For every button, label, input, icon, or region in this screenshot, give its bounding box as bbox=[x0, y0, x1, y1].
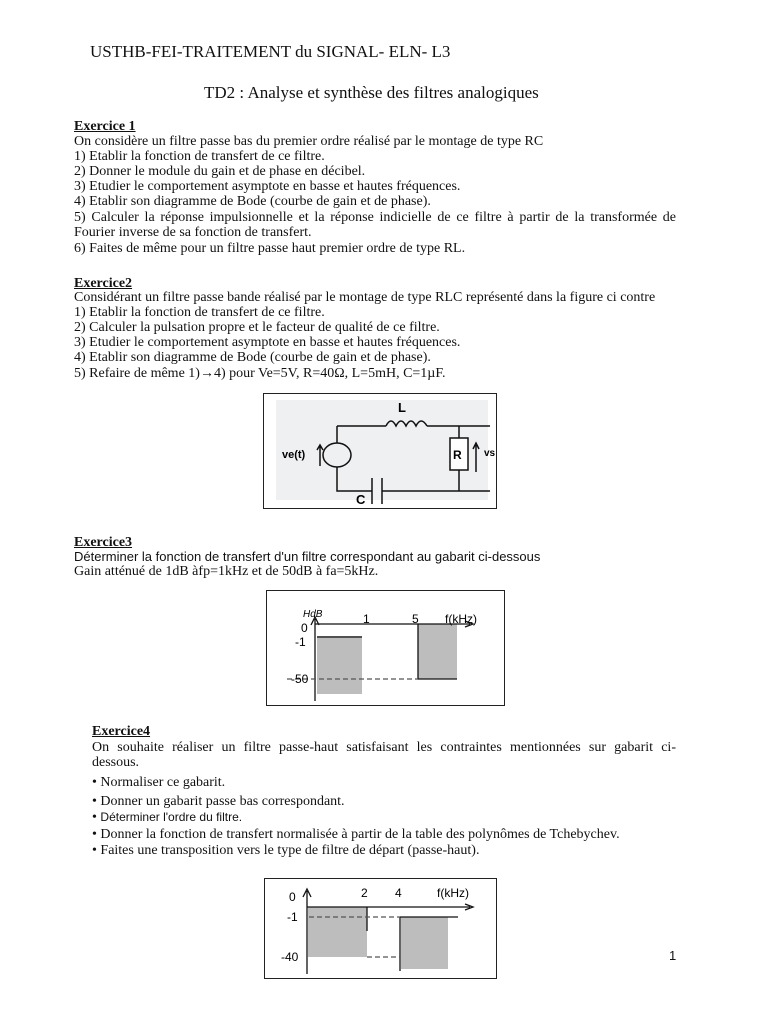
ex3-line: Gain atténué de 1dB àfp=1kHz et de 50dB à fa=5kHz. bbox=[74, 564, 379, 579]
page-number: 1 bbox=[669, 948, 677, 963]
resistor-label: R bbox=[453, 448, 462, 462]
y-tick: -50 bbox=[291, 672, 309, 686]
ex4-bullet: • Déterminer l'ordre du filtre. bbox=[92, 810, 243, 825]
ex1-line: 5) Calculer la réponse impulsionnelle et la réponse indicielle de ce filtre à partir de la transformée de bbox=[74, 210, 676, 225]
ex3-heading: Exercice3 bbox=[74, 535, 133, 550]
output-voltage-label: vs bbox=[484, 448, 496, 459]
y-tick: -1 bbox=[287, 910, 298, 924]
capacitor-label: C bbox=[356, 492, 366, 507]
ex1-line: On considère un filtre passe bas du premier ordre réalisé par le montage de type RC bbox=[74, 134, 544, 149]
y-tick: -1 bbox=[295, 635, 306, 649]
ex1-line: Fourier inverse de sa fonction de transfert. bbox=[74, 225, 312, 240]
y-tick: 0 bbox=[301, 621, 308, 635]
header: USTHB-FEI-TRAITEMENT du SIGNAL- ELN- L3 bbox=[90, 42, 451, 61]
y-tick: -40 bbox=[281, 950, 299, 964]
ex1-line: 6) Faites de même pour un filtre passe haut premier ordre de type RL. bbox=[74, 241, 466, 256]
ex2-line: 5) Refaire de même 1)→4) pour Ve=5V, R=40Ω, L=5mH, C=1µF. bbox=[74, 366, 446, 381]
ex2-line: 2) Calculer la pulsation propre et le facteur de qualité de ce filtre. bbox=[74, 320, 440, 335]
x-tick: 1 bbox=[363, 612, 370, 626]
ex1-heading: Exercice 1 bbox=[74, 119, 136, 134]
ex4-line: dessous. bbox=[92, 755, 140, 770]
ex4-line: On souhaite réaliser un filtre passe-haut satisfaisant les contraintes mentionnées sur gabarit ci- bbox=[92, 740, 676, 755]
x-axis-label: f(kHz) bbox=[445, 612, 477, 626]
y-axis-label: HdB bbox=[303, 609, 323, 620]
ex2-line: 3) Etudier le comportement asymptote en basse et hautes fréquences. bbox=[74, 335, 461, 350]
ex2-line: 1) Etablir la fonction de transfert de ce filtre. bbox=[74, 305, 325, 320]
ex1-line: 4) Etablir son diagramme de Bode (courbe de gain et de phase). bbox=[74, 194, 431, 209]
ex4-bullet: • Normaliser ce gabarit. bbox=[92, 775, 226, 790]
lowpass-template-figure bbox=[266, 590, 505, 706]
x-axis-label: f(kHz) bbox=[437, 886, 469, 900]
ex4-heading: Exercice4 bbox=[92, 724, 151, 739]
ex4-bullet: • Donner un gabarit passe bas correspondant. bbox=[92, 794, 345, 809]
ex1-line: 1) Etablir la fonction de transfert de ce filtre. bbox=[74, 149, 325, 164]
ex1-line: 3) Etudier le comportement asymptote en basse et hautes fréquences. bbox=[74, 179, 461, 194]
ex2-line: Considérant un filtre passe bande réalisé par le montage de type RLC représenté dans la figure ci contre bbox=[74, 290, 656, 305]
ex4-bullet: • Faites une transposition vers le type de filtre de départ (passe-haut). bbox=[92, 843, 480, 858]
page-title: TD2 : Analyse et synthèse des filtres analogiques bbox=[204, 83, 539, 102]
x-tick: 4 bbox=[395, 886, 402, 900]
highpass-template-figure bbox=[264, 878, 497, 979]
ex2-line: 4) Etablir son diagramme de Bode (courbe de gain et de phase). bbox=[74, 350, 431, 365]
input-voltage-label: ve(t) bbox=[282, 449, 306, 461]
x-tick: 5 bbox=[412, 612, 419, 626]
rlc-circuit-figure bbox=[263, 393, 497, 509]
inductor-label: L bbox=[398, 400, 406, 415]
y-tick: 0 bbox=[289, 890, 296, 904]
ex1-line: 2) Donner le module du gain et de phase en décibel. bbox=[74, 164, 366, 179]
ex2-heading: Exercice2 bbox=[74, 276, 133, 291]
ex3-line: Déterminer la fonction de transfert d'un filtre correspondant au gabarit ci-dessous bbox=[74, 549, 541, 564]
x-tick: 2 bbox=[361, 886, 368, 900]
ex4-bullet: • Donner la fonction de transfert normalisée à partir de la table des polynômes de Tchebychev. bbox=[92, 827, 620, 842]
